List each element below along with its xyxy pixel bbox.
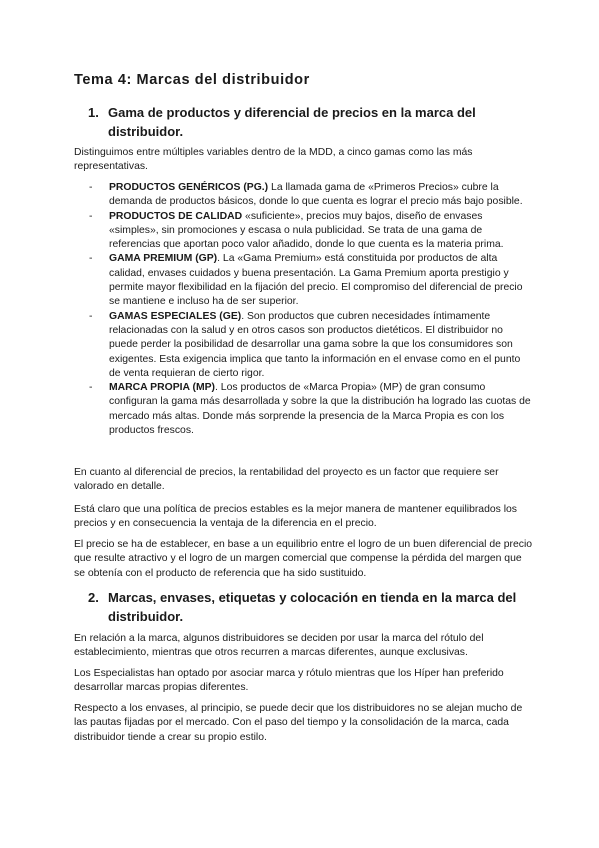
product-range-list [74,181,534,438]
paragraph: Está claro que una política de precios estables es la mejor manera de mantener equilibrados los precios y en consecuencia la ventaja de la diferencia en el precio. [74,504,518,530]
list-item-term: PRODUCTOS DE CALIDAD [109,210,243,222]
list-item [74,381,534,438]
list-item-text: . La «Gama Premium» está constituida por productos de alta calidad, envases cuidados y buena presentación. La Gama Premium aporta prestigio y permite mayor flexibilidad en la fijación del precio. El compromiso del diferencial de precio se mantiene e incluso ha de ser superior. [109,253,523,308]
section-2-title: Marcas, envases, etiquetas y colocación en tienda en la marca del distribuidor. [108,590,517,624]
list-dash: - [89,382,93,394]
list-item-term: PRODUCTOS GENÉRICOS (PG.) [109,182,269,193]
paragraph: Respecto a los envases, al principio, se puede decir que los distribuidores no se alejan mucho de las pautas fijadas por el mercado. Con el paso del tiempo y la consolidación de la marca, cada distribuidor tiende a crear su propio estilo. [74,703,523,743]
section-2-number: 2. [88,590,99,605]
list-item-term: GAMAS ESPECIALES (GE) [109,310,242,322]
paragraph: Los Especialistas han optado por asociar marca y rótulo mientras que los Híper han preferido desarrollar marcas propias diferentes. [74,668,504,694]
list-item [74,210,534,253]
paragraph: En cuanto al diferencial de precios, la rentabilidad del proyecto es un factor que requiere ser valorado en detalle. [74,467,499,493]
list-item [74,310,534,381]
list-item-term: MARCA PROPIA (MP) [109,382,216,394]
section-2-heading [88,588,528,626]
list-item-text: La llamada gama de «Primeros Precios» cubre la demanda de productos básicos, donde lo que cuenta es lograr el precio más bajo posible. [109,182,523,208]
section-1-heading [88,103,528,141]
list-item [74,252,534,309]
list-item-text: «suficiente», precios muy bajos, diseño de envases «simples», sin promociones y escasa o nula publicidad. Se trata de una gama de referencias que aportan poco valor añadido, donde lo que cuenta es la materia prima. [109,210,504,251]
list-item-text: . Son productos que cubren necesidades íntimamente relacionadas con la salud y en otros casos son productos dietéticos. El distribuidor no puede perder la posibilidad de desarrollar una gama sobre la que los consumidores son exigentes. Esta exigencia implica que tanto la información en el envase como en el punto de venta requieran de cierto rigor. [109,310,521,379]
list-dash: - [89,253,93,265]
list-dash: - [89,210,93,222]
list-item-text: . Los productos de «Marca Propia» (MP) de gran consumo configuran la gama más desarrollada y sobre la que la distribución ha logrado las cuotas de mercado más altas. Donde más sorprende la presencia de la Marca Propia es con los productos frescos. [109,382,531,437]
section-1-title: Gama de productos y diferencial de precios en la marca del distribuidor. [108,105,476,139]
paragraph: En relación a la marca, algunos distribuidores se deciden por usar la marca del rótulo del establecimiento, mientras que otros recurren a marcas diferentes, aunque exclusivas. [74,633,484,659]
list-dash: - [89,310,93,322]
document-title: Tema 4: Marcas del distribuidor [74,72,310,88]
section-1-number: 1. [88,105,99,120]
paragraph: El precio se ha de establecer, en base a un equilibrio entre el logro de un buen diferencial de precio que resulte atractivo y el logro de un margen comercial que compense la pérdida del margen que se obtenía con el producto de referencia que ha sido sustituido. [74,539,533,579]
list-dash: - [89,182,93,193]
list-item-term: GAMA PREMIUM (GP) [109,253,218,265]
section-1-intro: Distinguimos entre múltiples variables dentro de la MDD, a cinco gamas como las más representativas. [74,147,473,173]
list-item [74,181,534,210]
